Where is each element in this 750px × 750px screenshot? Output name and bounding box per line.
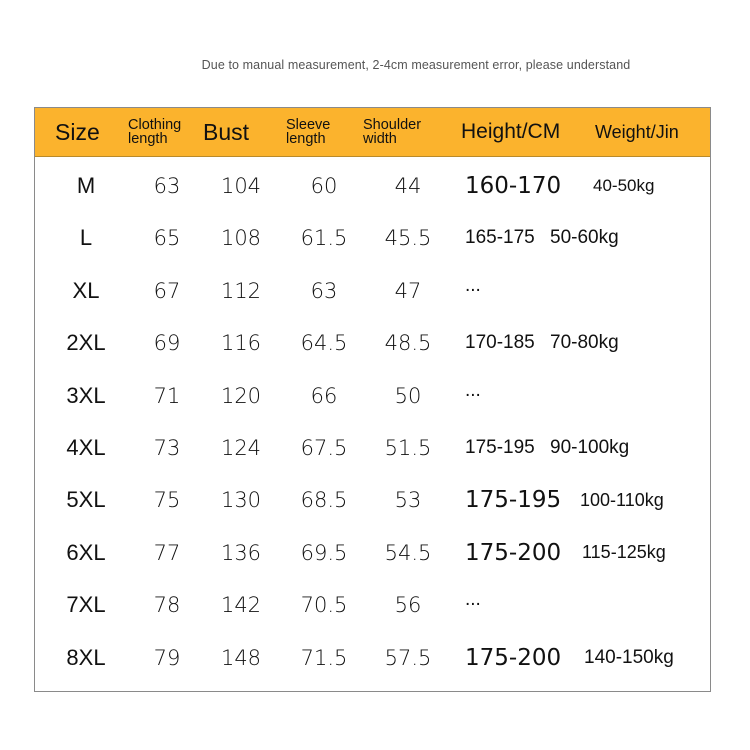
cell-clothing-length: 69 [153,331,181,356]
cell-height: 160-170 [465,173,562,199]
cell-sleeve-length: 60 [310,174,338,198]
cell-shoulder-width: 44 [394,174,422,198]
cell-sleeve-length: 70.5 [300,593,348,618]
table-row [35,160,710,212]
cell-size: M [76,173,96,198]
cell-height: 175-195 [465,437,535,458]
cell-height: 175-200 [465,539,562,566]
cell-size: 5XL [66,487,106,513]
cell-bust: 108 [220,226,262,251]
cell-sleeve-length: 67.5 [300,436,348,460]
measurement-note: Due to manual measurement, 2-4cm measurement error, please understand [201,58,631,72]
cell-weight [550,265,680,317]
cell-clothing-length: 71 [153,383,181,408]
cell-bust: 112 [220,278,262,303]
cell-clothing-length: 65 [153,226,181,251]
cell-sleeve-length: 64.5 [300,331,348,356]
header-shoulder-width: Shoulder width [363,117,422,147]
cell-height: ... [465,274,481,296]
header-weight: Weight/Jin [595,121,679,142]
cell-weight: 70-80kg [550,332,619,354]
table-row [35,212,710,264]
cell-sleeve-length: 71.5 [300,645,348,670]
header-sleeve-length: Sleeve length [286,117,331,147]
table-row [35,474,710,526]
cell-clothing-length: 75 [153,488,181,513]
cell-bust: 124 [220,436,262,460]
header-size: Size [55,118,100,145]
cell-size: 7XL [66,592,106,618]
cell-weight [550,579,680,631]
cell-size: 2XL [66,330,106,356]
cell-size: XL [72,277,100,303]
cell-shoulder-width: 48.5 [384,331,432,356]
cell-height: 170-185 [465,332,535,354]
cell-clothing-length: 63 [153,174,181,198]
cell-weight: 140-150kg [584,646,674,668]
cell-height: ... [465,589,481,611]
size-chart-table [34,107,711,692]
cell-sleeve-length: 69.5 [300,540,348,565]
table-row [35,527,710,579]
table-row [35,632,710,684]
cell-size: L [79,225,93,251]
cell-size: 8XL [66,644,106,670]
cell-shoulder-width: 57.5 [384,645,432,670]
cell-bust: 136 [220,540,262,565]
cell-bust: 130 [220,488,262,513]
cell-size: 3XL [66,382,106,408]
cell-weight: 100-110kg [580,489,664,510]
cell-clothing-length: 79 [153,645,181,670]
cell-bust: 116 [220,331,262,356]
header-height: Height/CM [461,120,561,143]
cell-height: 175-195 [465,487,562,514]
cell-weight: 90-100kg [550,437,630,458]
cell-weight [550,370,680,422]
table-row [35,579,710,631]
cell-shoulder-width: 50 [394,383,422,408]
cell-size: 4XL [66,435,106,460]
cell-shoulder-width: 51.5 [384,436,432,460]
cell-weight: 50-60kg [550,227,619,249]
cell-clothing-length: 67 [153,278,181,303]
cell-sleeve-length: 66 [310,383,338,408]
cell-sleeve-length: 61.5 [300,226,348,251]
cell-height: 165-175 [465,227,535,249]
cell-sleeve-length: 63 [310,278,338,303]
cell-clothing-length: 78 [153,593,181,618]
cell-shoulder-width: 56 [394,593,422,618]
cell-shoulder-width: 47 [394,278,422,303]
table-row [35,370,710,422]
cell-shoulder-width: 54.5 [384,540,432,565]
table-header [35,108,710,157]
cell-bust: 148 [220,645,262,670]
cell-clothing-length: 77 [153,540,181,565]
cell-sleeve-length: 68.5 [300,488,348,513]
cell-clothing-length: 73 [153,436,181,460]
cell-weight: 115-125kg [582,542,666,563]
header-bust: Bust [203,118,250,145]
table-row [35,317,710,369]
table-row [35,265,710,317]
cell-height: 175-200 [465,644,562,671]
cell-shoulder-width: 53 [394,488,422,513]
cell-bust: 142 [220,593,262,618]
cell-bust: 120 [220,383,262,408]
cell-height: ... [465,379,481,401]
cell-size: 6XL [66,539,106,565]
header-clothing-length: Clothing length [128,117,182,147]
table-row [35,422,710,474]
cell-weight: 40-50kg [593,176,655,195]
cell-shoulder-width: 45.5 [384,226,432,251]
cell-bust: 104 [220,174,262,198]
